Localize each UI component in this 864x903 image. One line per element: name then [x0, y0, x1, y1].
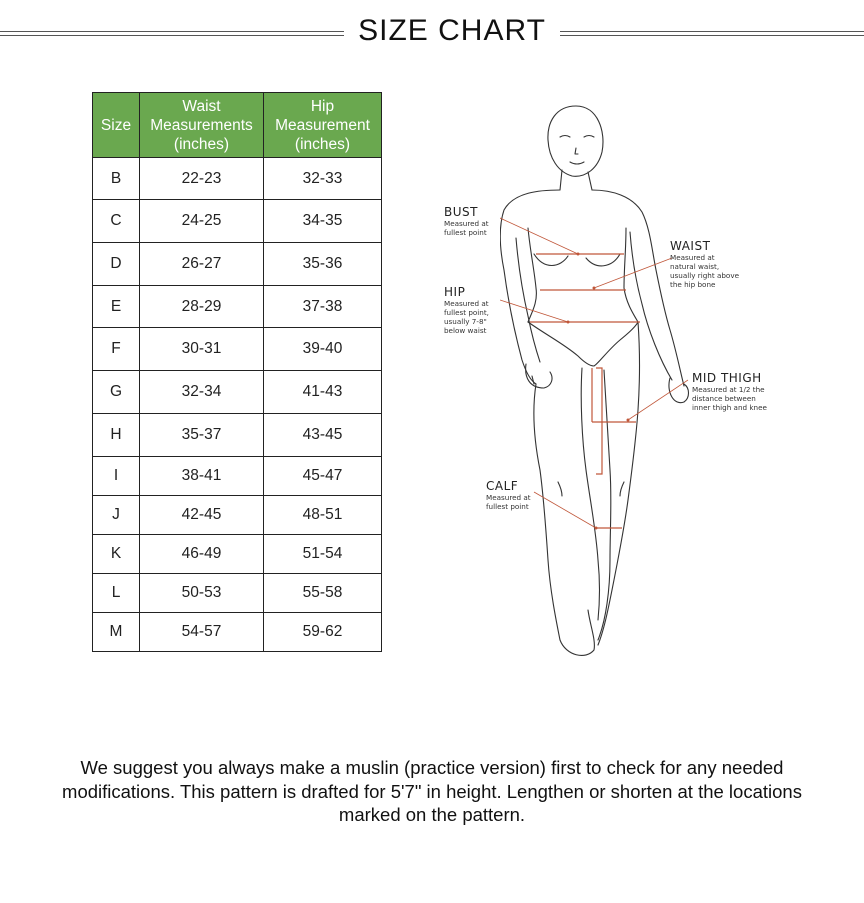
mid-thigh-label: MID THIGH Measured at 1/2 the distance between inner thigh and knee: [692, 371, 767, 412]
hip-cell: 32-33: [264, 158, 382, 200]
waist-cell: 30-31: [140, 328, 264, 371]
table-row: [93, 243, 382, 286]
note-line: marked on the pattern.: [338, 804, 526, 825]
hip-cell: 37-38: [264, 286, 382, 328]
muslin-note: [30, 756, 834, 827]
table-row: [93, 371, 382, 414]
table-row: [93, 535, 382, 574]
hip-cell: 41-43: [264, 371, 382, 414]
size-cell: D: [93, 243, 140, 286]
page-title: SIZE CHART: [358, 14, 546, 47]
note-line: modifications. This pattern is drafted for 5'7" in height. Lengthen or shorten at the locations: [62, 780, 802, 802]
waist-cell: 54-57: [140, 613, 264, 652]
waist-cell: 24-25: [140, 200, 264, 243]
table-row: [93, 158, 382, 200]
waist-cell: 32-34: [140, 371, 264, 414]
hip-cell: 48-51: [264, 496, 382, 535]
hip-cell: 43-45: [264, 414, 382, 457]
table-row: [93, 328, 382, 371]
table-row: [93, 200, 382, 243]
waist-cell: 35-37: [140, 414, 264, 457]
waist-cell: 50-53: [140, 574, 264, 613]
hip-cell: 59-62: [264, 613, 382, 652]
header-waist: Waist Measurements (inches): [140, 93, 264, 158]
size-cell: H: [93, 414, 140, 457]
hip-cell: 51-54: [264, 535, 382, 574]
waist-cell: 22-23: [140, 158, 264, 200]
size-table: [92, 92, 382, 652]
waist-cell: 26-27: [140, 243, 264, 286]
title-rule-left: [0, 31, 344, 36]
calf-label: CALF Measured at fullest point: [486, 479, 531, 511]
waist-cell: 28-29: [140, 286, 264, 328]
size-cell: I: [93, 457, 140, 496]
hip-cell: 35-36: [264, 243, 382, 286]
table-row: [93, 496, 382, 535]
body-figure-illustration: [500, 100, 700, 660]
table-row: [93, 286, 382, 328]
title-rule-right: [560, 31, 864, 36]
size-cell: F: [93, 328, 140, 371]
hip-cell: 55-58: [264, 574, 382, 613]
size-cell: M: [93, 613, 140, 652]
waist-cell: 38-41: [140, 457, 264, 496]
hip-cell: 45-47: [264, 457, 382, 496]
hip-cell: 39-40: [264, 328, 382, 371]
title-bar: [0, 14, 864, 54]
waist-cell: 46-49: [140, 535, 264, 574]
size-cell: L: [93, 574, 140, 613]
table-row: [93, 457, 382, 496]
header-size: Size: [93, 93, 140, 158]
header-hip: Hip Measurement (inches): [264, 93, 382, 158]
waist-cell: 42-45: [140, 496, 264, 535]
size-cell: G: [93, 371, 140, 414]
size-cell: C: [93, 200, 140, 243]
table-row: [93, 574, 382, 613]
size-cell: B: [93, 158, 140, 200]
note-line: We suggest you always make a muslin (practice version) first to check for any needed: [80, 757, 784, 778]
head-outline: [548, 106, 603, 176]
table-row: [93, 613, 382, 652]
inseam-line: [596, 368, 602, 474]
table-row: [93, 414, 382, 457]
waist-label: WAIST Measured at natural waist, usually right above the hip bone: [670, 239, 740, 289]
size-cell: J: [93, 496, 140, 535]
size-cell: K: [93, 535, 140, 574]
bust-label: BUST Measured at fullest point: [444, 205, 489, 237]
table-header-row: [93, 93, 382, 158]
size-cell: E: [93, 286, 140, 328]
hip-cell: 34-35: [264, 200, 382, 243]
hip-label: HIP Measured at fullest point, usually 7-8" below waist: [444, 285, 489, 335]
